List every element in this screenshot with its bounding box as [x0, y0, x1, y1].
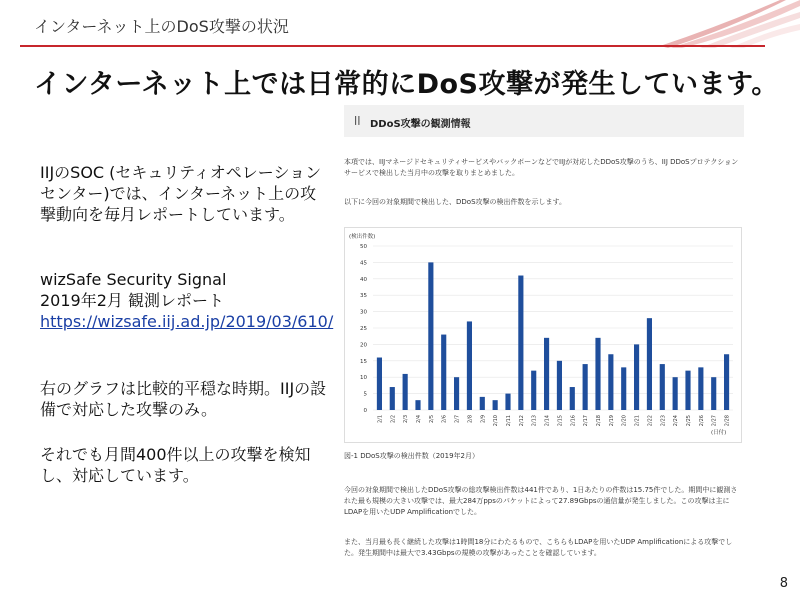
x-tick-label: 2/12 — [518, 415, 525, 427]
panel-heading-text: DDoS攻撃の観測情報 — [370, 119, 471, 130]
y-tick-label: 25 — [360, 326, 367, 332]
slide-title: インターネット上では日常的にDoS攻撃が発生しています。 — [34, 69, 779, 100]
x-tick-label: 2/15 — [557, 415, 564, 427]
y-tick-label: 30 — [360, 309, 367, 316]
x-tick-label: 2/18 — [596, 415, 602, 427]
panel-intro-2: 以下に今回の対象期間で検出した、DDoS攻撃の検出件数を示します。 — [344, 198, 566, 206]
x-tick-label: 2/11 — [506, 415, 512, 427]
x-tick-label: 2/24 — [673, 415, 680, 427]
x-tick-label: 2/4 — [416, 415, 422, 424]
x-tick-label: 2/10 — [493, 415, 500, 427]
y-tick-label: 35 — [360, 293, 367, 300]
bar-2/2 — [390, 387, 395, 410]
bar-2/14 — [544, 338, 549, 410]
x-tick-label: 2/2 — [390, 415, 397, 424]
page-number: 8 — [779, 576, 788, 591]
bar-2/21 — [634, 344, 639, 410]
bar-2/22 — [647, 318, 652, 410]
x-tick-label: 2/19 — [608, 415, 615, 427]
bar-2/7 — [454, 377, 459, 410]
panel-heading — [344, 105, 744, 137]
soc-description: IIJのSOC (セキュリティオペレーションセンター)では、インターネット上の攻撃動向を毎月レポートしています。 — [40, 163, 322, 224]
x-tick-label: 2/8 — [467, 415, 474, 424]
y-tick-label: 50 — [360, 244, 367, 250]
bar-2/4 — [415, 400, 420, 410]
ddos-chart — [344, 227, 742, 443]
x-tick-label: 2/23 — [660, 415, 667, 427]
x-tick-label: 2/7 — [454, 415, 461, 424]
x-tick-label: 2/6 — [441, 415, 448, 424]
x-tick-label: 2/27 — [711, 415, 718, 427]
bar-2/18 — [595, 338, 600, 410]
detection-note: それでも月間400件以上の攻撃を検知し、対応しています。 — [40, 445, 311, 485]
bar-2/3 — [403, 374, 408, 410]
bar-2/1 — [377, 358, 382, 410]
y-tick-label: 20 — [360, 342, 367, 349]
report-link[interactable]: https://wizsafe.iij.ad.jp/2019/03/610/ — [40, 312, 334, 331]
panel-intro-1: 本項では、IIJマネージドセキュリティサービスやバックボーンなどでIIJが対応したDDoS攻撃のうち、IIJ DDoSプロテクションサービスで検出した当月中の攻撃を取りまとめました。 — [344, 158, 739, 177]
bar-2/28 — [724, 354, 729, 410]
bar-2/5 — [428, 262, 433, 410]
bar-2/8 — [467, 321, 472, 410]
x-tick-label: 2/5 — [428, 415, 435, 424]
bar-2/17 — [583, 364, 588, 410]
x-tick-label: 2/26 — [698, 415, 705, 427]
panel-paragraph-2: また、当月最も長く継続した攻撃は1時間18分にわたるもので、こちらもLDAPを用いたUDP Amplificationによる攻撃でした。発生期間中は最大で3.43Gbpsの規模の攻撃があったことを確認しています。 — [344, 538, 733, 557]
x-tick-label: 2/1 — [377, 415, 384, 424]
ddos-chart-svg — [345, 228, 741, 442]
bar-2/26 — [698, 367, 703, 410]
bar-2/6 — [441, 335, 446, 410]
y-tick-label: 45 — [360, 260, 367, 267]
header-rule — [20, 45, 765, 47]
heading-marker: || — [354, 116, 361, 126]
bar-2/15 — [557, 361, 562, 410]
bar-2/25 — [685, 371, 690, 410]
panel-paragraph-1: 今回の対象期間で検出したDDoS攻撃の総攻撃検出件数は441件であり、1日あたりの件数は15.75件でした。期間中に観測された最も規模の大きい攻撃では、最大284万ppsのパケットによって27.89Gbpsの通信量が発生しました。この攻撃は主にLDAPを用いたUDP Amplificationでした。 — [344, 486, 738, 516]
report-name: wizSafe Security Signal — [40, 270, 227, 289]
y-tick-label: 10 — [360, 375, 367, 382]
bar-2/13 — [531, 371, 536, 410]
bar-2/27 — [711, 377, 716, 410]
x-tick-label: 2/14 — [544, 415, 551, 427]
x-tick-label: 2/28 — [724, 415, 731, 427]
bar-2/9 — [480, 397, 485, 410]
bar-2/24 — [673, 377, 678, 410]
x-tick-label: 2/13 — [531, 415, 538, 427]
x-tick-label: 2/20 — [621, 415, 628, 427]
bar-2/20 — [621, 367, 626, 410]
bar-2/16 — [570, 387, 575, 410]
report-info — [40, 269, 333, 332]
y-tick-label: 5 — [363, 391, 367, 398]
x-tick-label: 2/9 — [480, 415, 487, 424]
bar-2/23 — [660, 364, 665, 410]
x-tick-label: 2/17 — [583, 415, 590, 427]
bar-2/11 — [505, 394, 510, 410]
y-axis-label: (検出件数) — [349, 234, 376, 240]
report-month: 2019年2月 観測レポート — [40, 291, 224, 310]
y-tick-label: 40 — [360, 276, 367, 283]
bar-2/19 — [608, 354, 613, 410]
x-tick-label: 2/22 — [647, 415, 654, 427]
x-tick-label: 2/21 — [634, 415, 641, 427]
x-tick-label: 2/25 — [686, 415, 692, 427]
slide-header: インターネット上のDoS攻撃の状況 — [34, 17, 289, 36]
y-tick-label: 0 — [363, 408, 367, 414]
bar-2/10 — [493, 400, 498, 410]
report-screenshot-panel — [340, 105, 745, 570]
corner-decoration — [660, 0, 800, 48]
bar-2/12 — [518, 276, 523, 410]
x-tick-label: 2/3 — [403, 415, 410, 424]
chart-caption: 図-1 DDoS攻撃の検出件数（2019年2月） — [344, 452, 479, 460]
y-tick-label: 15 — [360, 358, 367, 365]
x-tick-label: 2/16 — [570, 415, 577, 427]
calm-period-note: 右のグラフは比較的平穏な時期。IIJの設備で対応した攻撃のみ。 — [40, 379, 327, 419]
x-axis-label: (日付) — [711, 430, 727, 436]
